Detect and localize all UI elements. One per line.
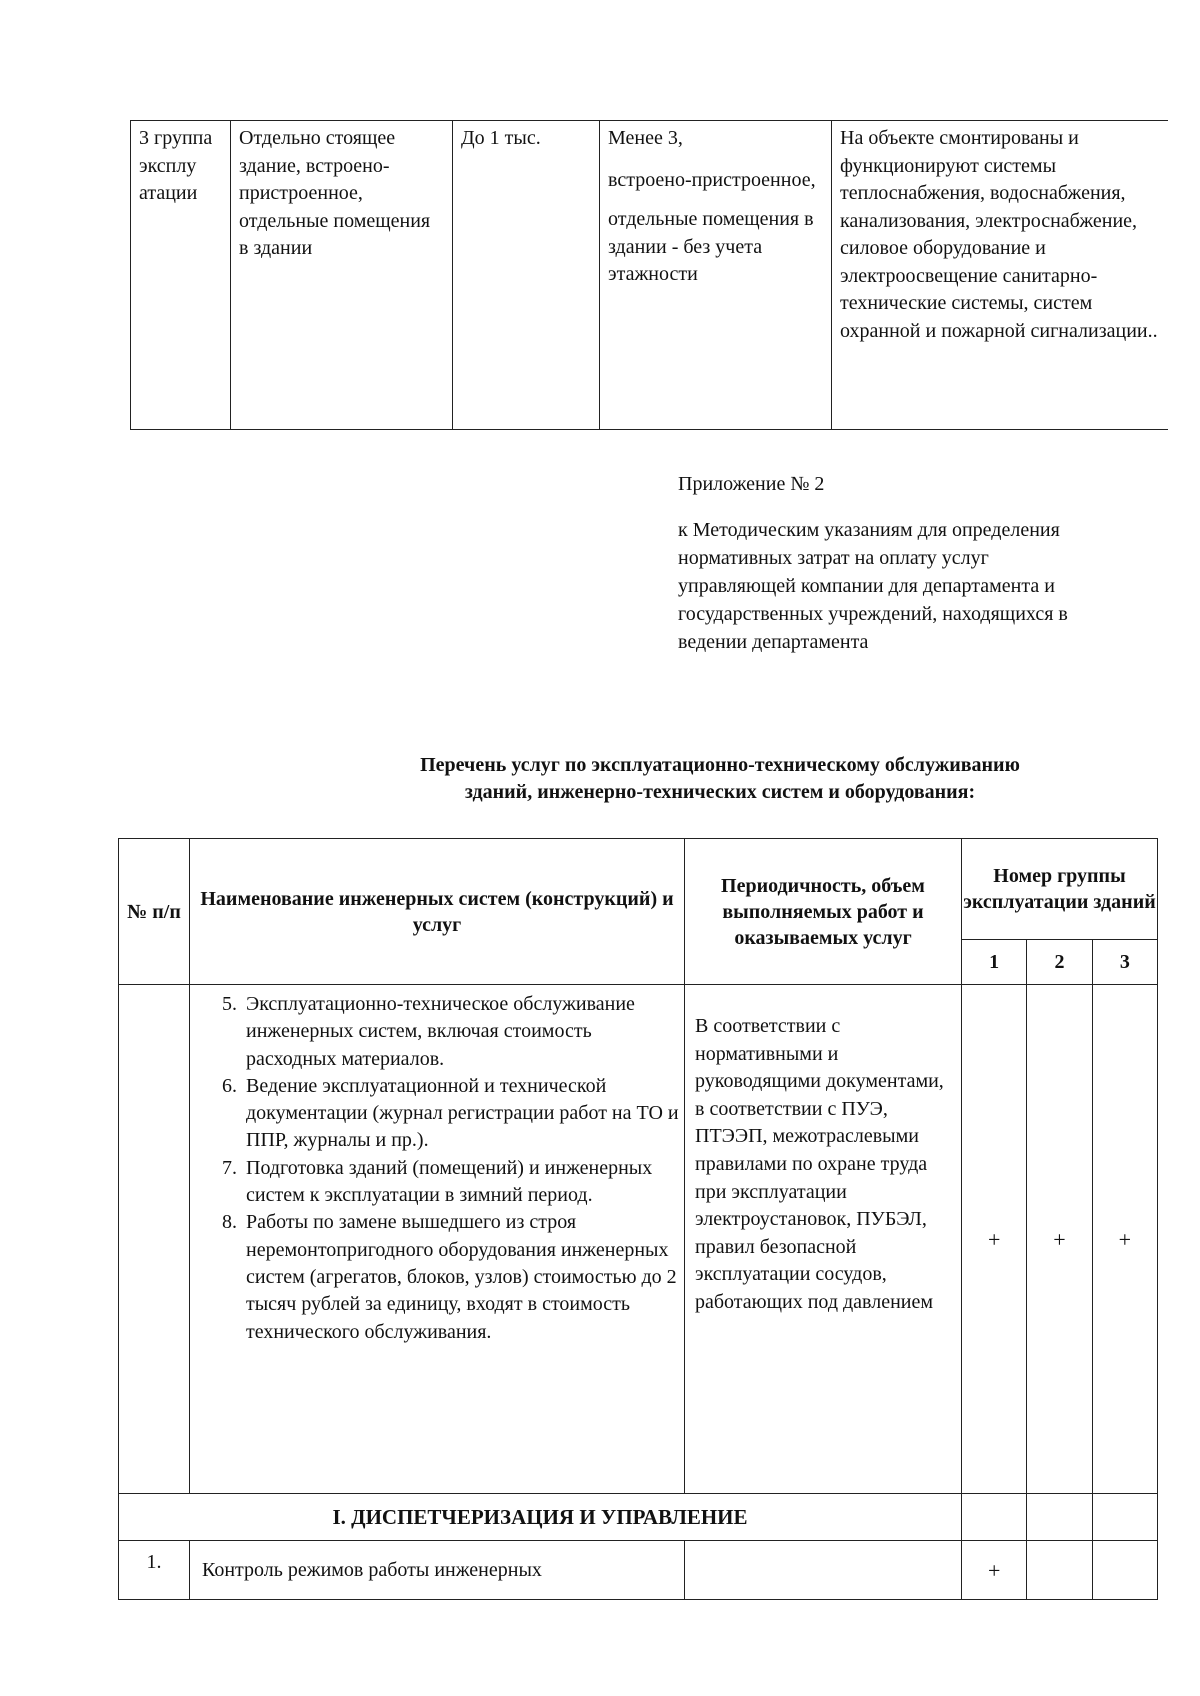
row-period <box>685 1541 962 1600</box>
header-group: Номер группы эксплуатации зданий <box>962 839 1158 940</box>
group3-mark: + <box>1092 985 1157 1494</box>
group2-mark: + <box>1027 985 1092 1494</box>
header-group-1: 1 <box>962 940 1027 985</box>
area-cell: До 1 тыс. <box>453 121 600 430</box>
table-row <box>119 985 1158 1494</box>
list-title-line1: Перечень услуг по эксплуатационно-техническому обслуживанию <box>420 754 1020 776</box>
floors-cell <box>600 121 832 430</box>
header-num: № п/п <box>119 839 190 985</box>
section-g2 <box>1027 1494 1092 1541</box>
table-row <box>131 121 1169 430</box>
group1-mark: + <box>962 985 1027 1494</box>
row-name: Контроль режимов работы инженерных <box>190 1541 685 1600</box>
list-item: 6. Ведение эксплуатационной и технической документации (журнал регистрации работ на ТО и ППР, журналы и пр.). <box>242 1073 684 1155</box>
floors-mid: встроено-пристроенное, <box>608 168 816 191</box>
row-number: 1. <box>119 1541 190 1600</box>
systems-cell: На объекте смонтированы и функционируют системы теплоснабжения, водоснабжения, канализования, электроснабжение, силовое оборудование и электроосвещение санитарно-технические системы, систем охранной и пожарной сигнализации.. <box>832 121 1169 430</box>
building-type-cell: Отдельно стоящее здание, встроено-пристроенное, отдельные помещения в здании <box>231 121 453 430</box>
floors-tail: отдельные помещения в здании - без учета этажности <box>608 208 814 285</box>
appendix-text: к Методическим указаниям для определения нормативных затрат на оплату услуг управляющей компании для департамента и государственных учреждений, находящихся в ведении департамента <box>678 519 1068 653</box>
services-list-cell <box>190 985 685 1494</box>
section-g3 <box>1092 1494 1157 1541</box>
row-g3 <box>1092 1541 1157 1600</box>
services-list <box>190 991 684 1346</box>
header-period: Периодичность, объем выполняемых работ и оказываемых услуг <box>685 839 962 985</box>
list-title-line2: зданий, инженерно-технических систем и оборудования: <box>464 781 976 803</box>
list-item: 5. Эксплуатационно-техническое обслуживание инженерных систем, включая стоимость расходных материалов. <box>242 991 684 1073</box>
header-name: Наименование инженерных систем (конструкций) и услуг <box>190 839 685 985</box>
header-group-2: 2 <box>1027 940 1092 985</box>
list-item: 8. Работы по замене вышедшего из строя неремонтопригодного оборудования инженерных систем (агрегатов, блоков, узлов) стоимостью до 2 тысяч рублей за единицу, входят в стоимость технического обслуживания. <box>242 1209 684 1345</box>
section-row <box>119 1494 1158 1541</box>
header-row <box>119 839 1158 940</box>
row-g2 <box>1027 1541 1092 1600</box>
group-cell: 3 группа эксплу атации <box>131 121 231 430</box>
table-row <box>119 1541 1158 1600</box>
top-table <box>130 120 1168 430</box>
section-g1 <box>962 1494 1027 1541</box>
appendix-title: Приложение № 2 <box>678 473 825 495</box>
appendix-block <box>678 470 1098 656</box>
period-cell: В соответствии с нормативными и руководящими документами, в соответствии с ПУЭ, ПТЭЭП, межотраслевыми правилами по охране труда при эксплуатации электроустановок, ПУБЭЛ, правил безопасной эксплуатации сосудов, работающих под давлением <box>685 985 962 1494</box>
list-item: 7. Подготовка зданий (помещений) и инженерных систем к эксплуатации в зимний период. <box>242 1155 684 1210</box>
list-title <box>320 752 1120 806</box>
row-g1-mark: + <box>962 1541 1027 1600</box>
header-group-3: 3 <box>1092 940 1157 985</box>
num-cell-empty <box>119 985 190 1494</box>
services-table <box>118 838 1158 1600</box>
floors-head: Менее 3, <box>608 127 683 149</box>
section-title: I. ДИСПЕТЧЕРИЗАЦИЯ И УПРАВЛЕНИЕ <box>119 1494 962 1541</box>
